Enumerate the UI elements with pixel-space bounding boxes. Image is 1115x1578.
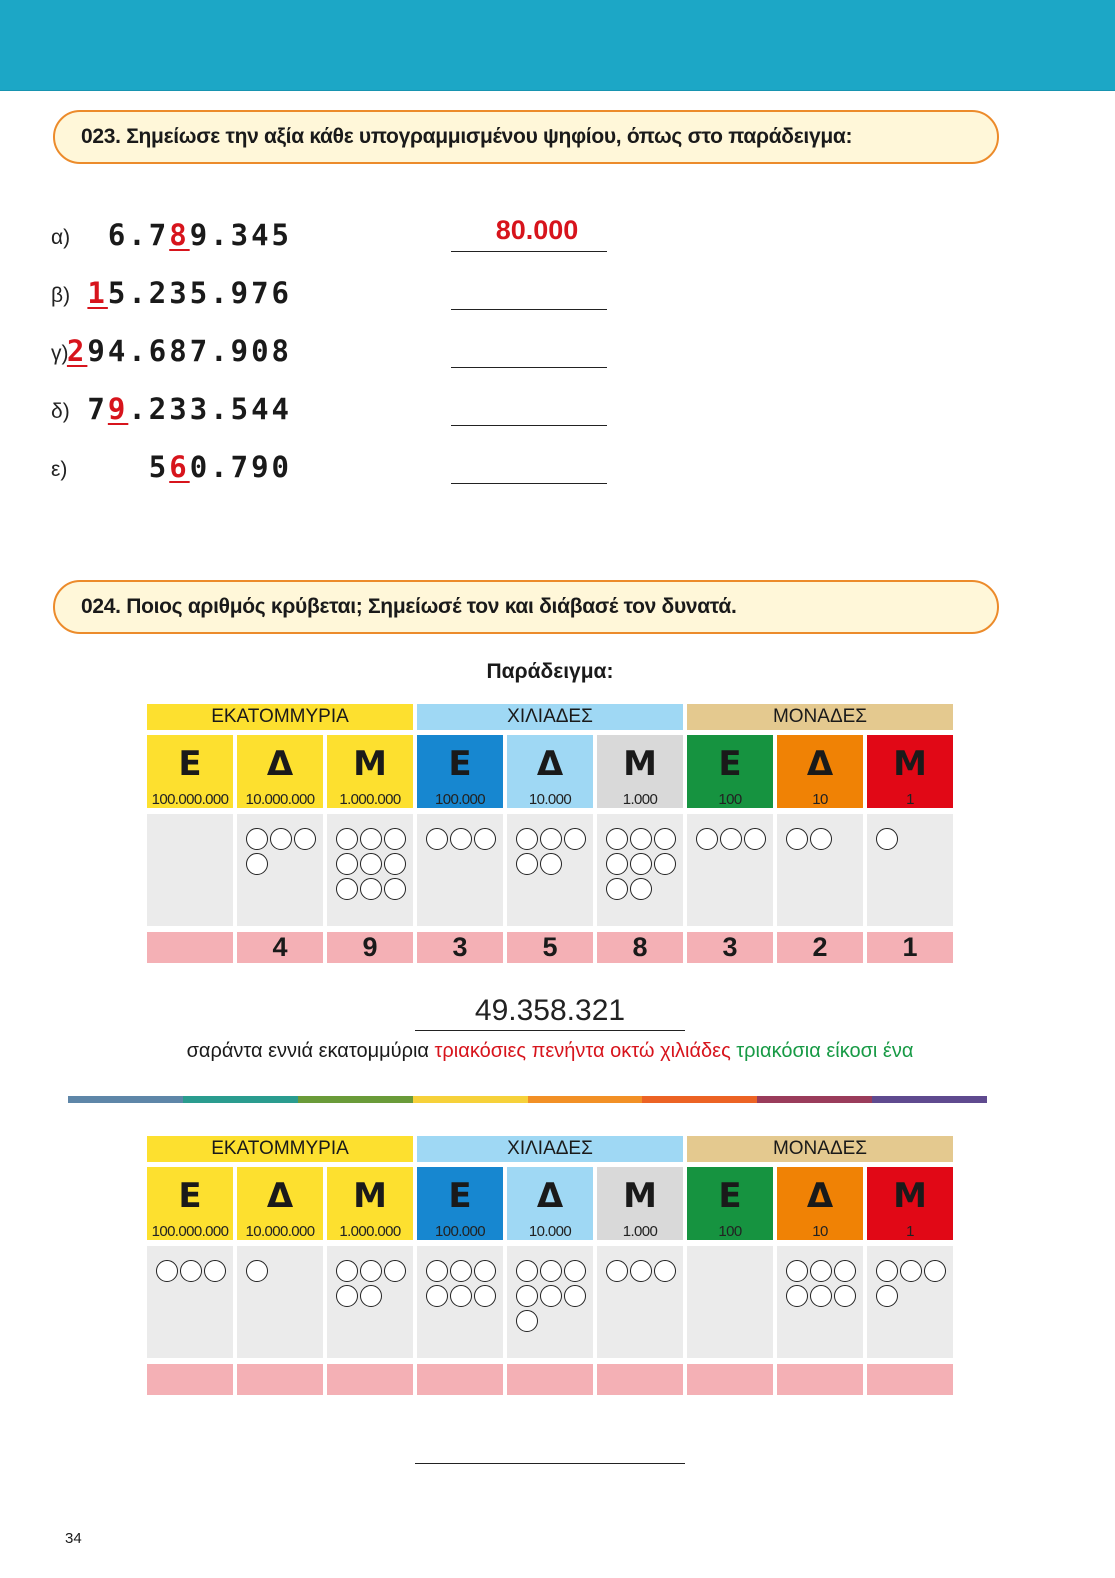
divider-segment [298, 1096, 413, 1103]
column-header [507, 1167, 593, 1240]
column-value: 10 [812, 1223, 828, 1240]
column-value: 1.000.000 [339, 791, 401, 808]
column-header [867, 1167, 953, 1240]
counter-circle [540, 853, 562, 875]
counter-circle [540, 1285, 562, 1307]
digit-cell: 8 [597, 932, 683, 963]
counter-circle [450, 1260, 472, 1282]
answer-line[interactable] [451, 309, 607, 310]
column-letter: Ε [448, 744, 472, 784]
digit-cell: 9 [327, 932, 413, 963]
row-label: γ) [51, 342, 69, 365]
counter-cell [597, 1246, 683, 1358]
underlined-digit: 2 [66, 334, 88, 368]
divider-segment [757, 1096, 872, 1103]
column-value: 100.000.000 [151, 791, 229, 808]
counter-cell [147, 1246, 233, 1358]
rainbow-divider [68, 1096, 987, 1103]
divider-segment [872, 1096, 987, 1103]
column-letter: Ε [178, 1176, 202, 1216]
counter-circle [516, 1260, 538, 1282]
counter-circle [720, 828, 742, 850]
column-header [417, 735, 503, 808]
counter-circle [606, 1260, 628, 1282]
column-header [777, 735, 863, 808]
underlined-digit: 6 [169, 450, 190, 484]
column-header [597, 735, 683, 808]
column-value: 10.000.000 [245, 791, 315, 808]
counter-circle [246, 1260, 268, 1282]
column-letter: Ε [718, 744, 742, 784]
counter-circle [516, 1285, 538, 1307]
counter-cell [417, 1246, 503, 1358]
counter-circle [180, 1260, 202, 1282]
words-thousands: τριακόσιες πενήντα οκτώ χιλιάδες [434, 1040, 731, 1062]
words-millions: σαράντα εννιά εκατομμύρια [186, 1040, 429, 1062]
counter-circle [606, 853, 628, 875]
counter-cell [507, 814, 593, 926]
counter-circle [786, 1260, 808, 1282]
divider-segment [183, 1096, 298, 1103]
divider-segment [528, 1096, 643, 1103]
digit-cell: 3 [417, 932, 503, 963]
counter-circle [270, 828, 292, 850]
row-number [87, 392, 292, 426]
column-value: 10.000 [528, 791, 572, 808]
digit-cell[interactable] [777, 1364, 863, 1395]
counter-cell [327, 1246, 413, 1358]
row-label: ε) [51, 458, 68, 481]
group-thousands: ΧΙΛΙΑΔΕΣ [417, 704, 683, 730]
counter-circle [474, 1285, 496, 1307]
group-units: ΜΟΝΑΔΕΣ [687, 1136, 953, 1162]
group-units: ΜΟΝΑΔΕΣ [687, 704, 953, 730]
exercise-row [0, 215, 700, 258]
counter-cell [327, 814, 413, 926]
digit-cell[interactable] [687, 1364, 773, 1395]
header-band [0, 0, 1115, 91]
column-letter: Δ [536, 1176, 564, 1216]
exercise-024-title: 024. Ποιος αριθμός κρύβεται; Σημείωσέ τον και διάβασέ τον δυνατά. [53, 580, 999, 634]
column-letter: Ε [178, 744, 202, 784]
column-header [147, 1167, 233, 1240]
counter-circle [564, 1285, 586, 1307]
counter-circle [474, 1260, 496, 1282]
counter-circle [360, 853, 382, 875]
counter-circle [540, 1260, 562, 1282]
counter-circle [336, 828, 358, 850]
column-value: 10.000 [528, 1223, 572, 1240]
counter-circle [426, 1260, 448, 1282]
counter-circle [384, 853, 406, 875]
counter-circle [516, 853, 538, 875]
number-prefix: 5 [148, 450, 170, 484]
group-thousands: ΧΙΛΙΑΔΕΣ [417, 1136, 683, 1162]
digit-cell[interactable] [417, 1364, 503, 1395]
counter-circle [426, 828, 448, 850]
counter-circle [564, 1260, 586, 1282]
exercise-row [0, 334, 700, 374]
counter-circle [540, 828, 562, 850]
counter-cell [867, 814, 953, 926]
page-number: 34 [65, 1530, 82, 1547]
column-header [327, 735, 413, 808]
column-value: 1.000 [622, 1223, 658, 1240]
counter-circle [474, 828, 496, 850]
digit-cell[interactable] [597, 1364, 683, 1395]
counter-cell [237, 814, 323, 926]
exercise-023-title: 023. Σημείωσε την αξία κάθε υπογραμμισμένου ψηφίου, όπως στο παράδειγμα: [53, 110, 999, 164]
counter-circle [810, 1260, 832, 1282]
group-millions: ΕΚΑΤΟΜΜΥΡΙΑ [147, 1136, 413, 1162]
counter-circle [450, 828, 472, 850]
number-suffix: .233.544 [128, 392, 292, 426]
column-value: 100.000 [434, 1223, 486, 1240]
counter-cell [597, 814, 683, 926]
counter-circle [630, 1260, 652, 1282]
digit-cell [147, 932, 233, 963]
counter-circle [336, 1260, 358, 1282]
column-letter: Δ [806, 1176, 834, 1216]
counter-circle [336, 878, 358, 900]
column-header [597, 1167, 683, 1240]
column-header [327, 1167, 413, 1240]
counter-circle [924, 1260, 946, 1282]
counter-circle [654, 828, 676, 850]
row-number [87, 276, 292, 310]
row-label: β) [51, 284, 71, 307]
answer-line[interactable] [451, 251, 607, 252]
counter-circle [204, 1260, 226, 1282]
counter-circle [834, 1260, 856, 1282]
counter-cell [507, 1246, 593, 1358]
counter-circle [606, 878, 628, 900]
counter-circle [360, 1285, 382, 1307]
digit-cell[interactable] [147, 1364, 233, 1395]
counter-circle [876, 1285, 898, 1307]
place-value-table-example [147, 704, 953, 963]
column-value: 1.000.000 [339, 1223, 401, 1240]
counter-circle [294, 828, 316, 850]
column-letter: Μ [623, 1176, 657, 1216]
row-number [67, 334, 292, 368]
divider-segment [413, 1096, 528, 1103]
counter-circle [516, 1310, 538, 1332]
counter-circle [246, 853, 268, 875]
divider-segment [68, 1096, 183, 1103]
counter-circle [630, 828, 652, 850]
column-header [867, 735, 953, 808]
column-letter: Ε [448, 1176, 472, 1216]
number-suffix: 94.687.908 [87, 334, 292, 368]
answer-line[interactable] [451, 367, 607, 368]
digit-cell: 4 [237, 932, 323, 963]
underlined-digit: 1 [87, 276, 108, 310]
counter-circle [384, 1260, 406, 1282]
column-letter: Μ [353, 744, 387, 784]
column-value: 1 [906, 791, 914, 808]
counter-circle [360, 878, 382, 900]
digit-cell: 1 [867, 932, 953, 963]
counter-circle [336, 1285, 358, 1307]
number-prefix: 7 [87, 392, 108, 426]
divider-segment [642, 1096, 757, 1103]
counter-circle [360, 828, 382, 850]
column-header [687, 1167, 773, 1240]
counter-circle [834, 1285, 856, 1307]
words-units: τριακόσια είκοσι ένα [736, 1040, 914, 1062]
row-label: δ) [51, 400, 70, 423]
digit-cell: 3 [687, 932, 773, 963]
answer-line[interactable] [451, 483, 607, 484]
column-header [777, 1167, 863, 1240]
counter-circle [516, 828, 538, 850]
column-letter: Μ [893, 744, 927, 784]
counter-circle [876, 828, 898, 850]
counter-circle [810, 828, 832, 850]
column-letter: Δ [266, 744, 294, 784]
number-suffix: 0.790 [189, 450, 292, 484]
underlined-digit: 8 [169, 218, 190, 252]
example-answer-line [415, 1030, 685, 1031]
column-value: 100.000.000 [151, 1223, 229, 1240]
exercise-row [0, 450, 700, 490]
counter-cell [687, 1246, 773, 1358]
counter-circle [630, 878, 652, 900]
column-letter: Δ [806, 744, 834, 784]
counter-circle [564, 828, 586, 850]
column-letter: Δ [266, 1176, 294, 1216]
counter-cell [777, 814, 863, 926]
number-suffix: 5.235.976 [107, 276, 292, 310]
counter-circle [900, 1260, 922, 1282]
digit-cell: 2 [777, 932, 863, 963]
row-label: α) [51, 226, 71, 249]
counter-cell [237, 1246, 323, 1358]
group-millions: ΕΚΑΤΟΜΜΥΡΙΑ [147, 704, 413, 730]
counter-cell [867, 1246, 953, 1358]
column-value: 1.000 [622, 791, 658, 808]
column-header [147, 735, 233, 808]
counter-circle [360, 1260, 382, 1282]
counter-circle [876, 1260, 898, 1282]
digit-cell[interactable] [507, 1364, 593, 1395]
column-value: 10.000.000 [245, 1223, 315, 1240]
digit-cell[interactable] [327, 1364, 413, 1395]
column-letter: Μ [623, 744, 657, 784]
counter-circle [786, 828, 808, 850]
counter-circle [630, 853, 652, 875]
example-number-words [0, 1040, 1100, 1063]
digit-cell: 5 [507, 932, 593, 963]
column-header [237, 735, 323, 808]
exercise-row [0, 392, 700, 432]
task-answer-line[interactable] [415, 1463, 685, 1464]
counter-circle [654, 853, 676, 875]
exercise-row [0, 276, 700, 316]
row-number [149, 450, 292, 484]
place-value-table-task [147, 1136, 953, 1395]
column-letter: Μ [353, 1176, 387, 1216]
column-value: 10 [812, 791, 828, 808]
number-suffix: 9.345 [189, 218, 292, 252]
counter-circle [336, 853, 358, 875]
counter-circle [384, 828, 406, 850]
column-letter: Ε [718, 1176, 742, 1216]
column-letter: Μ [893, 1176, 927, 1216]
counter-circle [450, 1285, 472, 1307]
digit-cell[interactable] [867, 1364, 953, 1395]
counter-cell [687, 814, 773, 926]
answer-line[interactable] [451, 425, 607, 426]
counter-circle [696, 828, 718, 850]
number-prefix: 6.7 [107, 218, 170, 252]
column-letter: Δ [536, 744, 564, 784]
column-value: 100 [718, 791, 742, 808]
counter-circle [156, 1260, 178, 1282]
counter-circle [426, 1285, 448, 1307]
counter-cell [417, 814, 503, 926]
column-value: 1 [906, 1223, 914, 1240]
answer-value[interactable]: 80.000 [495, 215, 579, 245]
counter-circle [810, 1285, 832, 1307]
column-value: 100 [718, 1223, 742, 1240]
counter-circle [606, 828, 628, 850]
counter-cell [147, 814, 233, 926]
column-header [237, 1167, 323, 1240]
column-header [507, 735, 593, 808]
underlined-digit: 9 [107, 392, 129, 426]
column-header [417, 1167, 503, 1240]
example-number: 49.358.321 [474, 994, 626, 1027]
counter-circle [654, 1260, 676, 1282]
counter-circle [384, 878, 406, 900]
column-header [687, 735, 773, 808]
column-value: 100.000 [434, 791, 486, 808]
counter-circle [246, 828, 268, 850]
counter-cell [777, 1246, 863, 1358]
counter-circle [744, 828, 766, 850]
counter-circle [786, 1285, 808, 1307]
row-number [108, 218, 292, 252]
digit-cell[interactable] [237, 1364, 323, 1395]
example-label: Παράδειγμα: [486, 660, 614, 683]
